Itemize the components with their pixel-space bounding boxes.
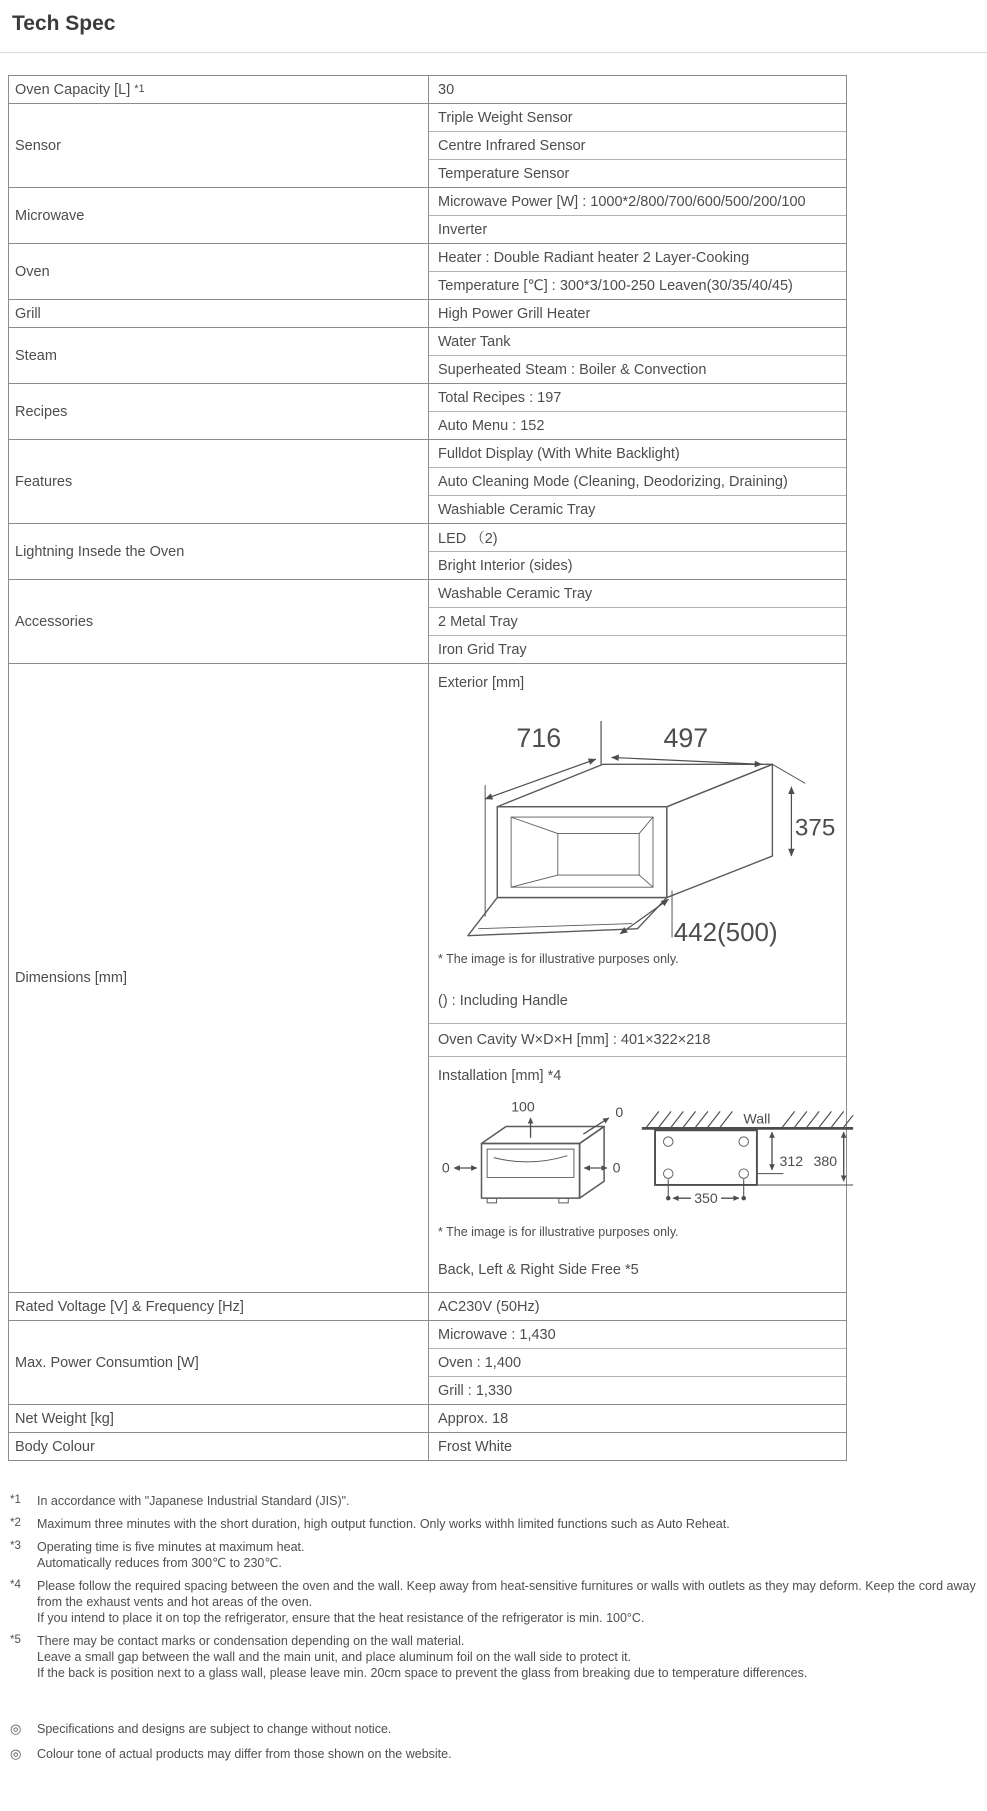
footnote-marker: *1 (10, 1494, 21, 1506)
table-row (9, 188, 846, 244)
title-divider (0, 52, 987, 53)
general-note (10, 1721, 987, 1737)
spec-label: Body Colour (9, 1433, 429, 1460)
installation-cell (429, 1057, 846, 1292)
footnote-text: Operating time is five minutes at maximum heat. (37, 1540, 305, 1554)
table-row (9, 244, 846, 300)
table-row (9, 580, 846, 664)
spec-value: Heater : Double Radiant heater 2 Layer-Cooking (429, 244, 846, 272)
spec-value: High Power Grill Heater (438, 305, 591, 322)
install-topright-clearance: 0 (615, 1104, 624, 1121)
install-feet-span: 350 (694, 1189, 718, 1206)
table-row (9, 1321, 846, 1405)
install-right-clearance: 0 (612, 1159, 621, 1176)
table-row (9, 104, 846, 188)
spec-value: Grill : 1,330 (438, 1382, 513, 1399)
footnote-text: Automatically reduces from 300℃ to 230℃. (37, 1556, 282, 1570)
footnote (10, 1493, 987, 1509)
table-row (9, 384, 846, 440)
spec-label: Oven (9, 244, 429, 299)
spec-value: Superheated Steam : Boiler & Convection (438, 361, 707, 378)
spec-value: Water Tank (429, 328, 846, 356)
footnote (10, 1516, 987, 1532)
spec-value: Inverter (438, 221, 488, 238)
table-row (9, 76, 846, 104)
spec-label: Sensor (9, 104, 429, 187)
table-row (9, 328, 846, 384)
table-row (9, 1433, 846, 1460)
spec-value: Triple Weight Sensor (429, 104, 846, 132)
footnote-marker: *2 (10, 1517, 21, 1529)
table-row (9, 1293, 846, 1321)
footnote (10, 1633, 987, 1681)
spec-label: Features (9, 440, 429, 523)
footnote-text: There may be contact marks or condensation depending on the wall material. (37, 1634, 465, 1648)
spec-label: Steam (9, 328, 429, 383)
spec-label: Lightning Insede the Oven (9, 524, 429, 579)
spec-value: Microwave Power [W] : 1000*2/800/700/600/500/200/100 (429, 188, 846, 216)
footnotes (10, 1493, 987, 1762)
spec-value: Auto Menu : 152 (438, 417, 545, 434)
note-text: Colour tone of actual products may differ from those shown on the website. (37, 1747, 452, 1761)
note-marker: ◎ (10, 1746, 22, 1761)
installation-label: Installation [mm] *4 (438, 1068, 562, 1084)
spec-value: LED （2) (429, 524, 846, 552)
spec-value: 2 Metal Tray (429, 608, 846, 636)
footnote-marker: *5 (10, 1634, 21, 1646)
spec-value: Frost White (438, 1438, 513, 1455)
spec-label: Recipes (9, 384, 429, 439)
table-row (9, 1405, 846, 1433)
including-handle-note: () : Including Handle (438, 993, 568, 1009)
footnote-text: Please follow the required spacing between the oven and the wall. Keep away from heat-sensitive furnitures or walls with outlets as they may deform. Keep the cord away from the exhaust vents and hot areas of the oven. (37, 1579, 976, 1609)
spec-value: Total Recipes : 197 (429, 384, 846, 412)
spec-label: Microwave (9, 188, 429, 243)
spec-label: Max. Power Consumtion [W] (9, 1321, 429, 1404)
exterior-dimensions-cell (429, 664, 846, 1024)
oven-cavity-cell: Oven Cavity W×D×H [mm] : 401×322×218 (429, 1024, 846, 1057)
spec-value: Washable Ceramic Tray (429, 580, 846, 608)
footnote-text: If you intend to place it on top the refrigerator, ensure that the heat resistance of the refrigerator is min. 100°C. (37, 1611, 645, 1625)
illustrative-note: * The image is for illustrative purposes only. (438, 952, 679, 966)
table-row (9, 300, 846, 328)
note-text: Specifications and designs are subject to change without notice. (37, 1722, 392, 1736)
side-free-note: Back, Left & Right Side Free *5 (438, 1262, 639, 1278)
table-row (9, 440, 846, 524)
table-row (9, 524, 846, 580)
spec-value: AC230V (50Hz) (438, 1298, 540, 1315)
wall-label: Wall (743, 1110, 771, 1127)
spec-value: Centre Infrared Sensor (429, 132, 846, 160)
installation-diagram (440, 1098, 855, 1221)
spec-label: Grill (9, 300, 429, 327)
spec-value: Auto Cleaning Mode (Cleaning, Deodorizing, Draining) (429, 468, 846, 496)
spec-value: Iron Grid Tray (438, 641, 527, 658)
general-note (10, 1746, 987, 1762)
note-marker: ◎ (10, 1721, 22, 1736)
exterior-dimensions-diagram (454, 707, 839, 948)
footnote-text: In accordance with "Japanese Industrial Standard (JIS)". (37, 1494, 350, 1508)
footnote-ref: *1 (134, 82, 145, 95)
footnote (10, 1539, 987, 1571)
page-title: Tech Spec (12, 12, 116, 35)
footnote-marker: *3 (10, 1540, 21, 1552)
install-wall-to-feet: 312 (779, 1153, 804, 1170)
spec-value: Bright Interior (sides) (438, 557, 573, 574)
general-notes (10, 1721, 987, 1762)
table-row-dimensions (9, 664, 846, 1293)
exterior-door-depth-label: 442(500) (673, 918, 778, 947)
illustrative-note: * The image is for illustrative purposes only. (438, 1225, 679, 1239)
footnote-text: Maximum three minutes with the short duration, high output function. Only works withh limited functions such as Auto Reheat. (37, 1517, 730, 1531)
install-left-clearance: 0 (441, 1159, 450, 1176)
spec-value: Fulldot Display (With White Backlight) (429, 440, 846, 468)
spec-value: Oven : 1,400 (429, 1349, 846, 1377)
spec-label: Rated Voltage [V] & Frequency [Hz] (9, 1293, 429, 1320)
spec-label: Oven Capacity [L] $^{*1}$ (9, 76, 429, 103)
spec-label: Net Weight [kg] (9, 1405, 429, 1432)
spec-label: Dimensions [mm] (9, 664, 429, 1292)
spec-value: 30 (438, 81, 455, 98)
exterior-depth-label: 497 (663, 723, 709, 754)
exterior-width-label: 716 (516, 723, 562, 754)
spec-value: Approx. 18 (438, 1410, 509, 1427)
install-top-clearance: 100 (511, 1098, 535, 1115)
footnote-text: If the back is position next to a glass wall, please leave min. 20cm space to prevent the glass from breaking due to temperature differences. (37, 1666, 808, 1680)
footnote-text: Leave a small gap between the wall and the main unit, and place aluminum foil on the wall side to protect it. (37, 1650, 632, 1664)
spec-value: Temperature [℃] : 300*3/100-250 Leaven(30/35/40/45) (438, 277, 793, 294)
spec-label: Accessories (9, 580, 429, 663)
exterior-label: Exterior [mm] (438, 675, 525, 691)
spec-value: Washiable Ceramic Tray (438, 501, 596, 518)
exterior-height-label: 375 (794, 814, 836, 842)
install-wall-to-front: 380 (813, 1153, 838, 1170)
tech-spec-table (8, 75, 847, 1461)
footnote-marker: *4 (10, 1579, 21, 1591)
spec-value: Temperature Sensor (438, 165, 570, 182)
spec-value: Microwave : 1,430 (429, 1321, 846, 1349)
footnote (10, 1578, 987, 1626)
